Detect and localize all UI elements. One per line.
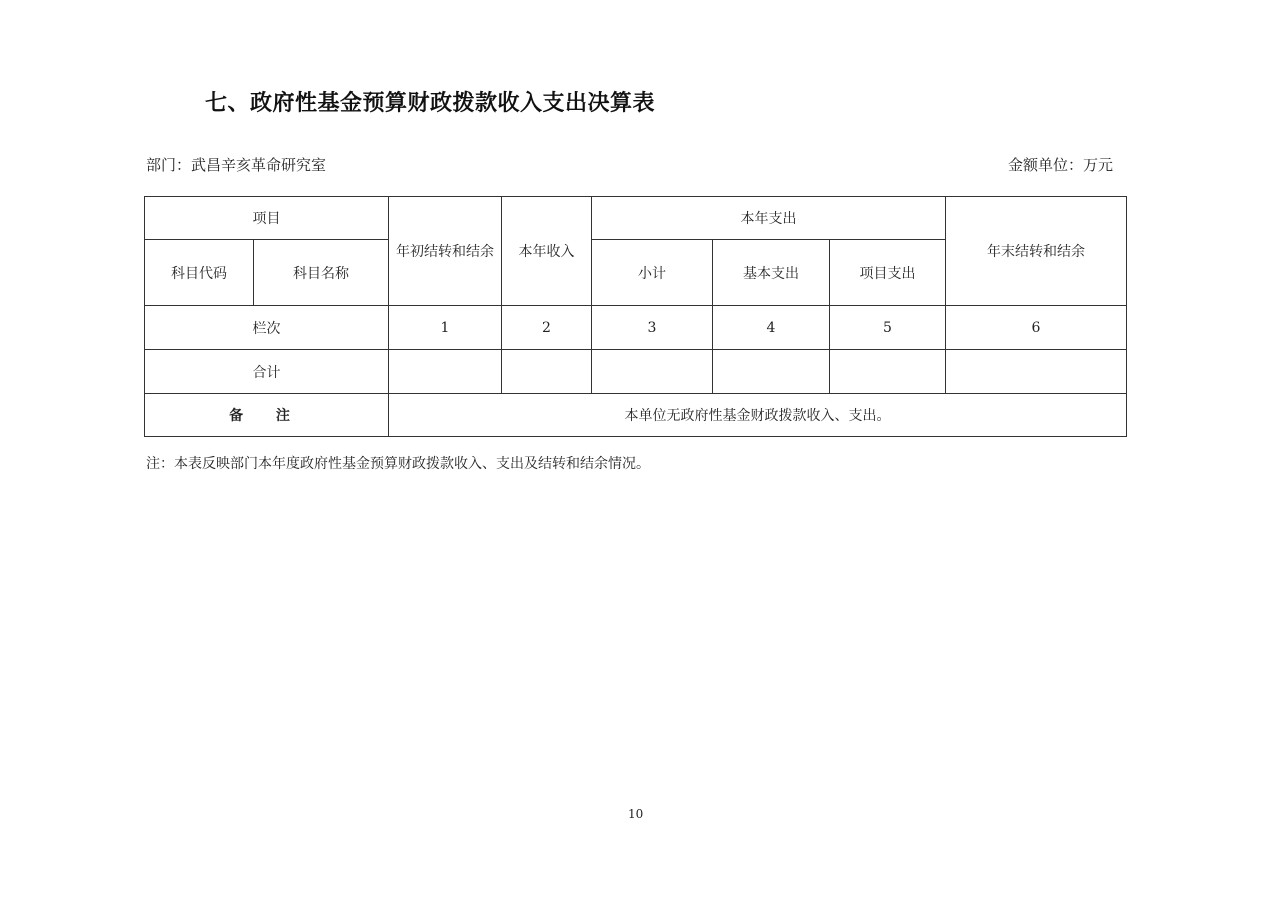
- header-basic-expense: 基本支出: [713, 240, 830, 306]
- column-index-cell: 4: [713, 306, 830, 350]
- column-index-cell: 6: [946, 306, 1127, 350]
- column-index-cell: 2: [502, 306, 592, 350]
- total-cell: [389, 350, 502, 394]
- header-current-expense: 本年支出: [592, 197, 946, 240]
- column-index-cell: 1: [389, 306, 502, 350]
- total-cell: [592, 350, 713, 394]
- remark-row: [145, 394, 1127, 437]
- page-number: 10: [628, 807, 644, 821]
- total-cell: [502, 350, 592, 394]
- header-closing-balance: 年末结转和结余: [946, 197, 1127, 306]
- table-footnote: 注：本表反映部门本年度政府性基金预算财政拨款收入、支出及结转和结余情况。: [146, 456, 650, 472]
- page-title: 七、政府性基金预算财政拨款收入支出决算表: [205, 91, 656, 116]
- total-cell: [830, 350, 946, 394]
- column-index-cell: 5: [830, 306, 946, 350]
- total-label: 合计: [145, 350, 389, 394]
- department-label: 部门：武昌辛亥革命研究室: [146, 156, 327, 174]
- total-row: [145, 350, 1127, 394]
- header-current-income: 本年收入: [502, 197, 592, 306]
- remark-text: 本单位无政府性基金财政拨款收入、支出。: [389, 394, 1127, 437]
- total-cell: [946, 350, 1127, 394]
- total-cell: [713, 350, 830, 394]
- header-project-expense: 项目支出: [830, 240, 946, 306]
- header-subject-name: 科目名称: [254, 240, 389, 306]
- column-index-row: [145, 306, 1127, 350]
- column-index-label: 栏次: [145, 306, 389, 350]
- header-subtotal: 小计: [592, 240, 713, 306]
- column-index-cell: 3: [592, 306, 713, 350]
- amount-unit-label: 金额单位：万元: [1008, 156, 1114, 174]
- header-subject-code: 科目代码: [145, 240, 254, 306]
- fund-budget-table: [144, 196, 1127, 437]
- header-row-1: [145, 197, 1127, 240]
- header-item: 项目: [145, 197, 389, 240]
- header-opening-balance: 年初结转和结余: [389, 197, 502, 306]
- remark-label: 备 注: [145, 394, 389, 437]
